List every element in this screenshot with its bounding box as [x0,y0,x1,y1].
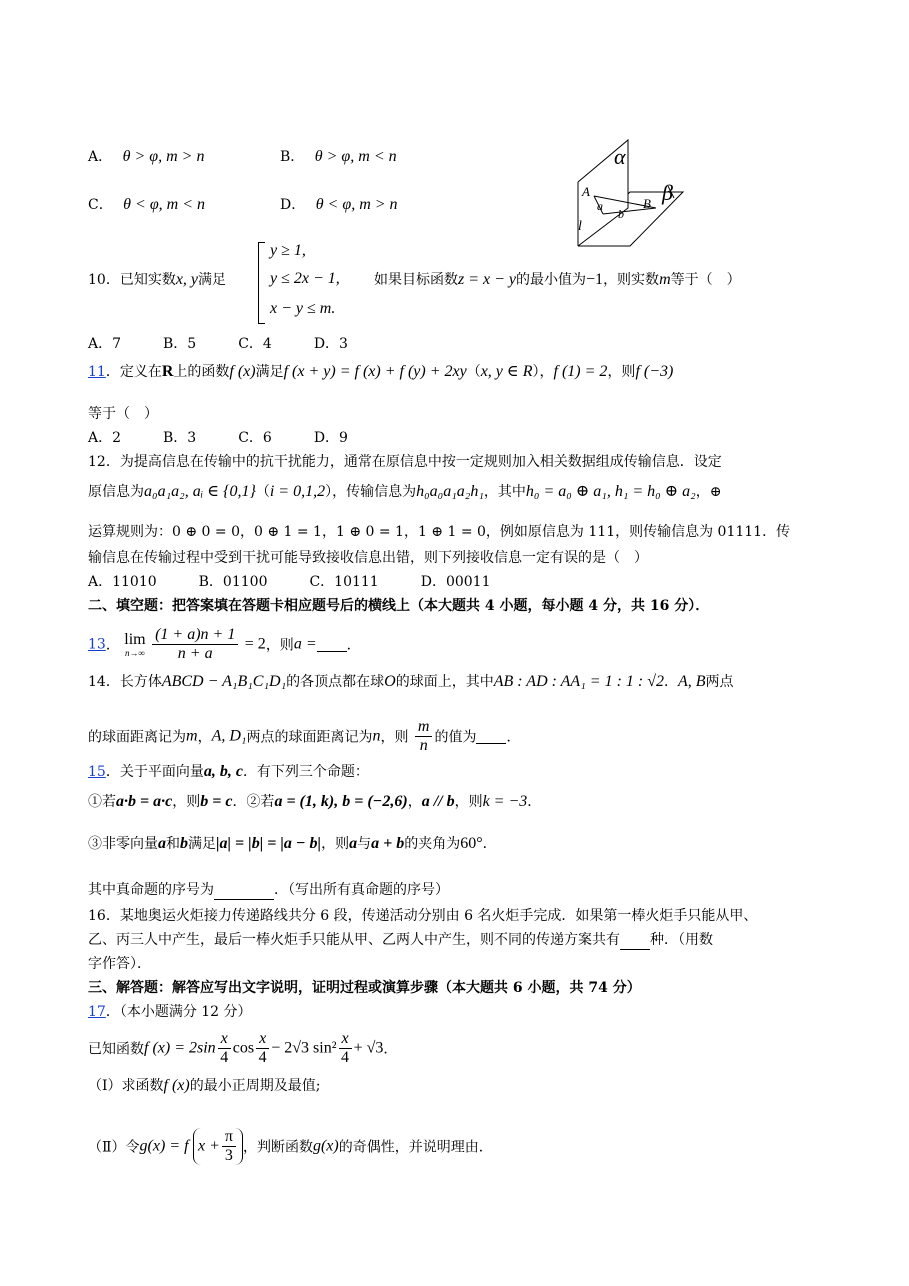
q15-line-2: ①若a·b = a·c，则b = c．②若a = (1, k), b = (−2,6)，a // b，则k = −3． [88,793,542,810]
label-B: B [643,196,651,211]
q15-number-link[interactable]: 15 [88,764,106,780]
frac-x-over-4-a: $\frac{x}{4}$ [218,1030,231,1067]
q16-line-1: 16．某地奥运火炬接力传递路线共分 6 段，传递活动分别由 6 名火炬手完成．如果第一棒火炬手只能从甲、 [88,908,758,924]
dihedral-figure [570,134,695,249]
q11-line: 11．定义在R上的函数f (x)满足f (x + y) = f (x) + f (y) + 2xy（x, y ∈ R），f (1) = 2，则f (−3) [88,363,674,380]
q15-line-4: 其中真命题的序号为 ．（写出所有真命题的序号） [88,882,449,898]
q10-constraint-system: y ≥ 1, y ≤ 2x − 1, x − y ≤ m. [258,240,358,326]
q14-line-2: 的球面距离记为m，A, D₁两点的球面距离记为n，则 $\frac{m}{n}$ 的值为 ． [88,718,521,754]
q12-line-4: 输信息在传输过程中受到干扰可能导致接收信息出错，则下列接收信息一定有误的是（ ） [88,550,648,566]
q13-fraction: $\frac{(1 + a)n + 1}{n + a}$ [152,626,238,663]
q10-options: A．7 B．5 C．4 D．3 [88,336,348,352]
label-A: A [582,184,590,199]
q17-part-1: （Ⅰ）求函数f (x)的最小正周期及最值; [88,1077,321,1094]
label-b: b [618,207,624,221]
frac-x-over-4-c: $\frac{x}{4}$ [339,1030,352,1067]
frac-pi-over-3: $\frac{\pi}{3}$ [222,1128,236,1165]
q17-line-1: 17．（本小题满分 12 分） [88,1004,252,1020]
q12-line-2: 原信息为a₀a₁a₂, aᵢ ∈ {0,1}（i = 0,1,2），传输信息为h₀a₀a₁a₂h₁，其中h₀ = a₀ ⊕ a₁, h₁ = h₀ ⊕ a₂，⊕ [88,483,722,500]
q13-line: 13． lim n→∞ $\frac{(1 + a)n + 1}{n + a}$ = 2，则a = ． [88,626,361,662]
q17-part-2: （Ⅱ）令g(x) = f x + $\frac{\pi}{3}$ ，判断函数g(x)的奇偶性，并说明理由． [88,1128,493,1164]
label-a: a [597,199,603,213]
q14-answer-blank[interactable] [476,729,506,744]
q17-function-line: 已知函数f (x) = 2sin $\frac{x}{4}$ cos $\frac{x}{4}$ − 2√3 sin² $\frac{x}{4}$ + √3． [88,1030,398,1066]
q15-answer-blank[interactable] [214,883,274,900]
q13-answer-blank[interactable] [317,637,347,652]
q10-line: 10．已知实数x, y满足 [88,271,227,288]
q12-options: A．11010 B．01100 C．10111 D．00011 [88,574,491,590]
q15-line-3: ③非零向量a和b满足|a| = |b| = |a − b|，则a与a + b的夹角为60°． [88,835,497,852]
q16-answer-blank[interactable] [620,933,650,950]
q9-option-d: D． θ < φ, m > n [280,196,398,213]
q14-line-1: 14．长方体ABCD − A₁B₁C₁D₁的各顶点都在球O的球面上，其中AB : AD : AA₁ = 1 : 1 : √2．A, B两点 [88,673,734,690]
q11-number-link[interactable]: 11 [88,364,106,380]
q9-option-c: C． θ < φ, m < n [88,196,206,213]
q16-line-3: 字作答）． [88,956,151,972]
q11-line-2: 等于（ ） [88,406,158,422]
q9-option-a: A． θ > φ, m > n [88,148,205,165]
limit-operator: lim n→∞ [124,630,146,658]
section-2-heading: 二、填空题：把答案填在答题卡相应题号后的横线上（本大题共 4 小题，每小题 4 分，共 16 分）． [88,598,710,614]
label-alpha: α [614,144,626,169]
q16-line-2: 乙、丙三人中产生，最后一棒火炬手只能从甲、乙两人中产生，则不同的传递方案共有 种．（用数 [88,932,713,948]
q11-options: A．2 B．3 C．6 D．9 [88,430,348,446]
q17-number-link[interactable]: 17 [88,1004,106,1020]
system-brace [258,242,265,324]
q12-line-1: 12．为提高信息在传输中的抗干扰能力，通常在原信息中按一定规则加入相关数据组成传输信息．设定 [88,454,722,470]
q13-number-link[interactable]: 13 [88,636,106,653]
q14-fraction: $\frac{m}{n}$ [415,718,433,755]
frac-x-over-4-b: $\frac{x}{4}$ [256,1030,269,1067]
section-3-heading: 三、解答题：解答应写出文字说明，证明过程或演算步骤（本大题共 6 小题，共 74 分） [88,980,641,996]
q15-line-1: 15．关于平面向量a, b, c．有下列三个命题： [88,763,369,780]
q9-option-b: B． θ > φ, m < n [280,148,397,165]
q12-line-3: 运算规则为：0 ⊕ 0 = 0，0 ⊕ 1 = 1，1 ⊕ 0 = 1，1 ⊕ 1 = 0，例如原信息为 111，则传输信息为 01111．传 [88,524,791,540]
q10-line-b: 如果目标函数z = x − y的最小值为−1，则实数m等于（ ） [374,271,741,288]
label-l: l [578,219,582,234]
label-beta: β [662,180,673,205]
paren-group: x + $\frac{\pi}{3}$ [193,1128,243,1165]
